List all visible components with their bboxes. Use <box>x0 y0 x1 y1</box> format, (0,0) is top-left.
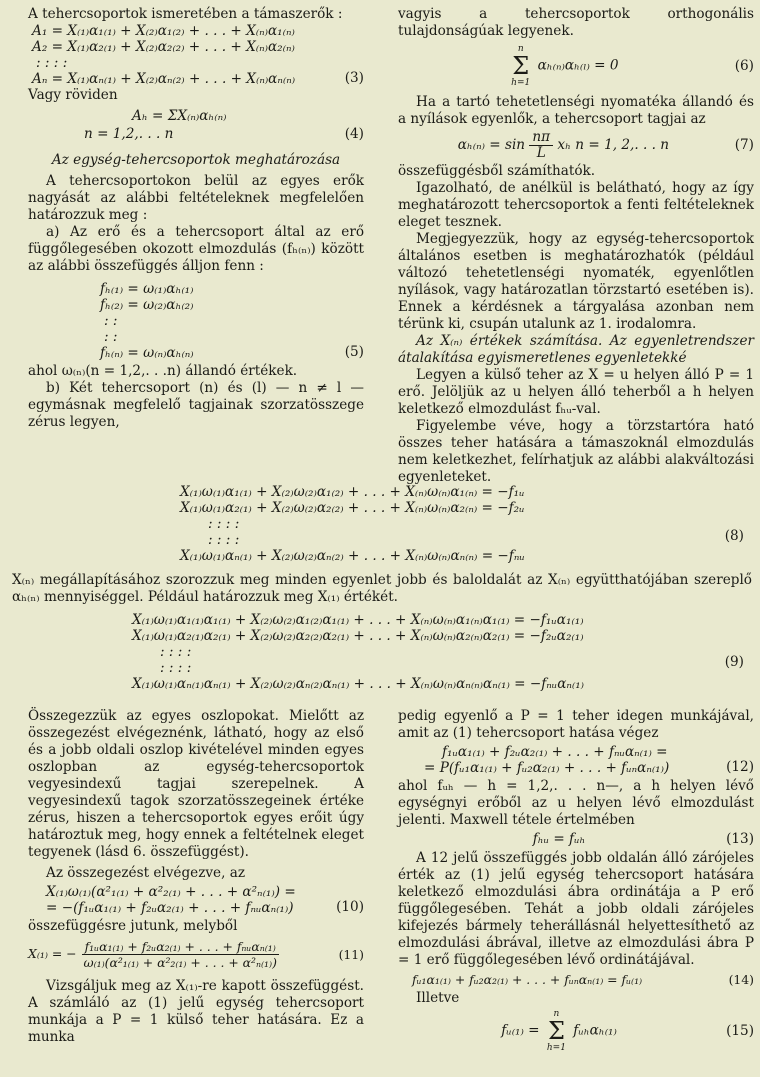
eq13-number: (13) <box>726 831 754 847</box>
equation-13: fₕᵤ = fᵤₕ (13) <box>532 831 754 847</box>
eq8-line: : : : : <box>208 516 240 532</box>
left-column-bottom <box>28 708 364 1046</box>
equation-9 <box>12 612 752 696</box>
equation-14: fᵤ₁α₁₍₁₎ + fᵤ₂α₂₍₁₎ + . . . + fᵤₙαₙ₍₁₎ = fᵤ₍₁₎ (14) <box>412 972 754 987</box>
eq8-line: : : : : <box>208 532 240 548</box>
eq5-line: fₕ₍₁₎ = ω₍₁₎αₕ₍₁₎ <box>100 281 194 297</box>
intro-text: A tehercsoportok ismeretében a támaszerők : <box>28 6 343 22</box>
paragraph: ahol fᵤₕ — h = 1,2,. . . n—, a h helyen lévő egységnyi erőből az u helyen lévő elmozdulást jelenti. Maxwell tétele értelmében <box>398 778 754 828</box>
mid-paragraph: X₍ₙ₎ megállapításához szorozzuk meg minden egyenlet jobb és baloldalát az X₍ₙ₎ együtthatójában szereplő αₕ₍ₙ₎ mennyiséggel. Például határozzuk meg X₍₁₎ értékét. <box>12 572 752 605</box>
eq3-line: A₂ = X₍₁₎α₂₍₁₎ + X₍₂₎α₂₍₂₎ + . . . + X₍ₙ₎α₂₍ₙ₎ <box>32 39 295 55</box>
paragraph: b) Két tehercsoport (n) és (l) — n ≠ l — egymásnak megfelelő tagjainak szorzatösszege zérus legyen, <box>28 380 364 430</box>
eq4-number: (4) <box>344 126 364 142</box>
eq4-line-a: Aₕ = ΣX₍ₙ₎αₕ₍ₙ₎ <box>132 108 227 124</box>
paragraph: Vizsgáljuk meg az X₍₁₎-re kapott összefüggést. A számláló az (1) jelű egység tehercsoport munkája a P = 1 külső teher hatására. Ez a munka <box>28 978 364 1045</box>
paragraph: a) Az erő és a tehercsoport által az erő függőlegesében okozott elmozdulás (fₕ₍ₙ₎) között az alábbi összefüggés álljon fenn : <box>28 224 364 274</box>
section-heading-left: Az egység-tehercsoportok meghatározása <box>51 152 341 168</box>
sum-symbol: n Σ h=1 <box>546 1009 566 1053</box>
paragraph: Illetve <box>416 990 460 1006</box>
right-column-top <box>398 6 754 486</box>
eq6-number: (6) <box>734 57 754 74</box>
eq8-line: X₍₁₎ω₍₁₎α₂₍₁₎ + X₍₂₎ω₍₂₎α₂₍₂₎ + . . . + X₍ₙ₎ω₍ₙ₎α₂₍ₙ₎ = −f₂ᵤ <box>180 500 525 516</box>
equation-8 <box>12 484 752 564</box>
eq12-line-b: = P(fᵤ₁α₁₍₁₎ + fᵤ₂α₂₍₁₎ + . . . + fᵤₙαₙ₍₁₎) <box>424 760 670 776</box>
eq5-line: : : <box>104 313 118 329</box>
eq3-number: (3) <box>344 70 364 86</box>
equation-12 <box>398 744 754 776</box>
equation-11: X₍₁₎ = − $\frac{\text{f₁ᵤα₁₍₁₎ + f₂ᵤα₂₍₁₎ + . . . + fₙᵤαₙ₍₁₎}}{\text{ω₍₁₎(α²₁₍₁₎ + α²₂₍₁₎ + . . . + α²ₙ₍₁₎)}}$ (11) <box>28 939 364 970</box>
eq5-line: : : <box>104 329 118 345</box>
paragraph: vagyis a tehercsoportok orthogonális tulajdonságúak legyenek. <box>398 6 754 39</box>
paragraph: összefüggésre jutunk, melyből <box>28 918 238 934</box>
eq9-number: (9) <box>724 654 744 670</box>
equation-5 <box>28 275 364 363</box>
paragraph: összefüggésből számíthatók. <box>398 163 596 179</box>
paragraph: Figyelembe véve, hogy a törzstartóra ható összes teher hatására a támaszoknál elmozdulás nem keletkezhet, felírhatjuk az alábbi alakváltozási egyenleteket. <box>398 418 754 485</box>
eq14-number: (14) <box>728 972 754 987</box>
eq8-number: (8) <box>724 528 744 544</box>
right-column-bottom <box>398 708 754 1055</box>
eq6-body: αₕ₍ₙ₎αₕ₍ₗ₎ = 0 <box>537 57 619 74</box>
eq7-number: (7) <box>734 137 754 153</box>
eq9-line: X₍₁₎ω₍₁₎α₂₍₁₎α₂₍₁₎ + X₍₂₎ω₍₂₎α₂₍₂₎α₂₍₁₎ + . . . + X₍ₙ₎ω₍ₙ₎α₂₍ₙ₎α₂₍₁₎ = −f₂ᵤα₂₍₁₎ <box>132 628 584 644</box>
eq12-number: (12) <box>726 759 754 775</box>
eq10-line-b: = −(f₁ᵤα₁₍₁₎ + f₂ᵤα₂₍₁₎ + . . . + fₙᵤαₙ₍₁₎) <box>46 900 294 916</box>
eq3-line: : : : : <box>36 55 68 71</box>
eq8-line: X₍₁₎ω₍₁₎αₙ₍₁₎ + X₍₂₎ω₍₂₎αₙ₍₂₎ + . . . + X₍ₙ₎ω₍ₙ₎αₙ₍ₙ₎ = −fₙᵤ <box>180 548 525 564</box>
eq4-line-b: n = 1,2,. . . n <box>84 126 174 142</box>
eq12-line-a: f₁ᵤα₁₍₁₎ + f₂ᵤα₂₍₁₎ + . . . + fₙᵤαₙ₍₁₎ = <box>442 744 668 760</box>
eq9-line: X₍₁₎ω₍₁₎α₁₍₁₎α₁₍₁₎ + X₍₂₎ω₍₂₎α₁₍₂₎α₁₍₁₎ + . . . + X₍ₙ₎ω₍ₙ₎α₁₍ₙ₎α₁₍₁₎ = −f₁ᵤα₁₍₁₎ <box>132 612 584 628</box>
eq5-number: (5) <box>344 344 364 360</box>
paragraph: Megjegyezzük, hogy az egység-tehercsoportok általános esetben is meghatározhatók (például változó tehetetlenségi nyomaték, egyenlőtlen nyílások, vagy határozatlan törzstartó esetében is). Ennek a kérdésnek a tárgyalása azonban nem térünk ki, csupán utalunk az 1. irodalomra. <box>398 231 754 332</box>
eq15-number: (15) <box>726 1022 754 1039</box>
eq5-line: fₕ₍₂₎ = ω₍₂₎αₕ₍₂₎ <box>100 297 194 313</box>
equation-3 <box>28 23 364 87</box>
paragraph: A 12 jelű összefüggés jobb oldalán álló zárójeles érték az (1) jelű egység tehercsoport hatására keletkező elmozdulási ábra ordinátája a P erő függőlegesében. Tehát a jobb oldali zárójeles kifejezés bármely teherállásnál helyettesíthető az elmozdulási ábrával, illetve az elmozdulási ábra P = 1 erő függőlegesében lévő ordinátájával. <box>398 850 754 968</box>
paragraph: Ha a tartó tehetetlenségi nyomatéka állandó és a nyílások egyenlők, a tehercsoport tagjai az <box>398 94 754 127</box>
equation-4 <box>28 104 364 144</box>
eq7-fraction: $\frac{n\pi}{L}$ <box>529 130 553 161</box>
equation-7: αₕ₍ₙ₎ = sin $\frac{n\pi}{L}$ xₕ n = 1, 2,. . . n (7) <box>457 129 754 161</box>
section-heading-right: Az X₍ₙ₎ értékek számítása. Az egyenletrendszer átalakítása egyismeretlenes egyenletekké <box>398 333 754 366</box>
sum-symbol: n Σ h=1 <box>511 44 531 88</box>
eq5-line: fₕ₍ₙ₎ = ω₍ₙ₎αₕ₍ₙ₎ <box>100 345 194 361</box>
paragraph: ahol ω₍ₙ₎(n = 1,2,. . .n) állandó értékek. <box>28 363 298 379</box>
paragraph: Összegezzük az egyes oszlopokat. Mielőtt az összegezést elvégeznénk, látható, hogy az első és a jobb oldali oszlop kivételével minden egyes oszlopban az egység-tehercsoportok vegyesindexű tagjai szerepelnek. A vegyesindexű tagok szorzatösszegeinek értéke zérus, hiszen a tehercsoportok egyes erőit úgy határoztuk meg, hogy ennek a feltételnek eleget tegyenek (lásd 6. összefüggést). <box>28 708 364 860</box>
eq10-line-a: X₍₁₎ω₍₁₎(α²₁₍₁₎ + α²₂₍₁₎ + . . . + α²ₙ₍₁₎) = <box>46 884 296 900</box>
paragraph: Az összegezést elvégezve, az <box>46 865 246 881</box>
short-text: Vagy röviden <box>28 87 118 103</box>
eq10-number: (10) <box>336 899 364 915</box>
paragraph: A tehercsoportokon belül az egyes erők nagyását az alábbi feltételeknek megfelelően határozzuk meg : <box>28 173 364 223</box>
eq8-line: X₍₁₎ω₍₁₎α₁₍₁₎ + X₍₂₎ω₍₂₎α₁₍₂₎ + . . . + X₍ₙ₎ω₍ₙ₎α₁₍ₙ₎ = −f₁ᵤ <box>180 484 525 500</box>
eq11-fraction: $\frac{\text{f₁ᵤα₁₍₁₎ + f₂ᵤα₂₍₁₎ + . . . + fₙᵤαₙ₍₁₎}}{\text{ω₍₁₎(α²₁₍₁₎ + α²₂₍₁₎ + . . . + α²ₙ₍₁₎)}}$ <box>83 939 277 970</box>
paragraph: Igazolható, de anélkül is belátható, hogy az így meghatározott tehercsoportok a fenti feltételeknek eleget tesznek. <box>398 180 754 230</box>
eq9-line: : : : : <box>160 660 192 676</box>
eq9-line: X₍₁₎ω₍₁₎αₙ₍₁₎αₙ₍₁₎ + X₍₂₎ω₍₂₎αₙ₍₂₎αₙ₍₁₎ + . . . + X₍ₙ₎ω₍ₙ₎αₙ₍ₙ₎αₙ₍₁₎ = −fₙᵤαₙ₍₁₎ <box>132 676 585 692</box>
eq3-line: A₁ = X₍₁₎α₁₍₁₎ + X₍₂₎α₁₍₂₎ + . . . + X₍ₙ₎α₁₍ₙ₎ <box>32 23 295 39</box>
left-column-top <box>28 6 364 431</box>
equation-6 <box>398 44 754 88</box>
paragraph: pedig egyenlő a P = 1 teher idegen munkájával, amit az (1) tehercsoport hatása végez <box>398 708 754 741</box>
equation-10 <box>28 884 364 916</box>
eq9-line: : : : : <box>160 644 192 660</box>
paragraph: Legyen a külső teher az X = u helyen álló P = 1 erő. Jelöljük az u helyen álló teherből a h helyen keletkező elmozdulást fₕᵤ-val. <box>398 367 754 417</box>
eq3-line: Aₙ = X₍₁₎αₙ₍₁₎ + X₍₂₎αₙ₍₂₎ + . . . + X₍ₙ₎αₙ₍ₙ₎ <box>32 71 296 87</box>
equation-15: fᵤ₍₁₎ = n Σ h=1 fᵤₕαₕ₍₁₎ (15) <box>501 1009 754 1053</box>
eq11-number: (11) <box>338 947 364 962</box>
